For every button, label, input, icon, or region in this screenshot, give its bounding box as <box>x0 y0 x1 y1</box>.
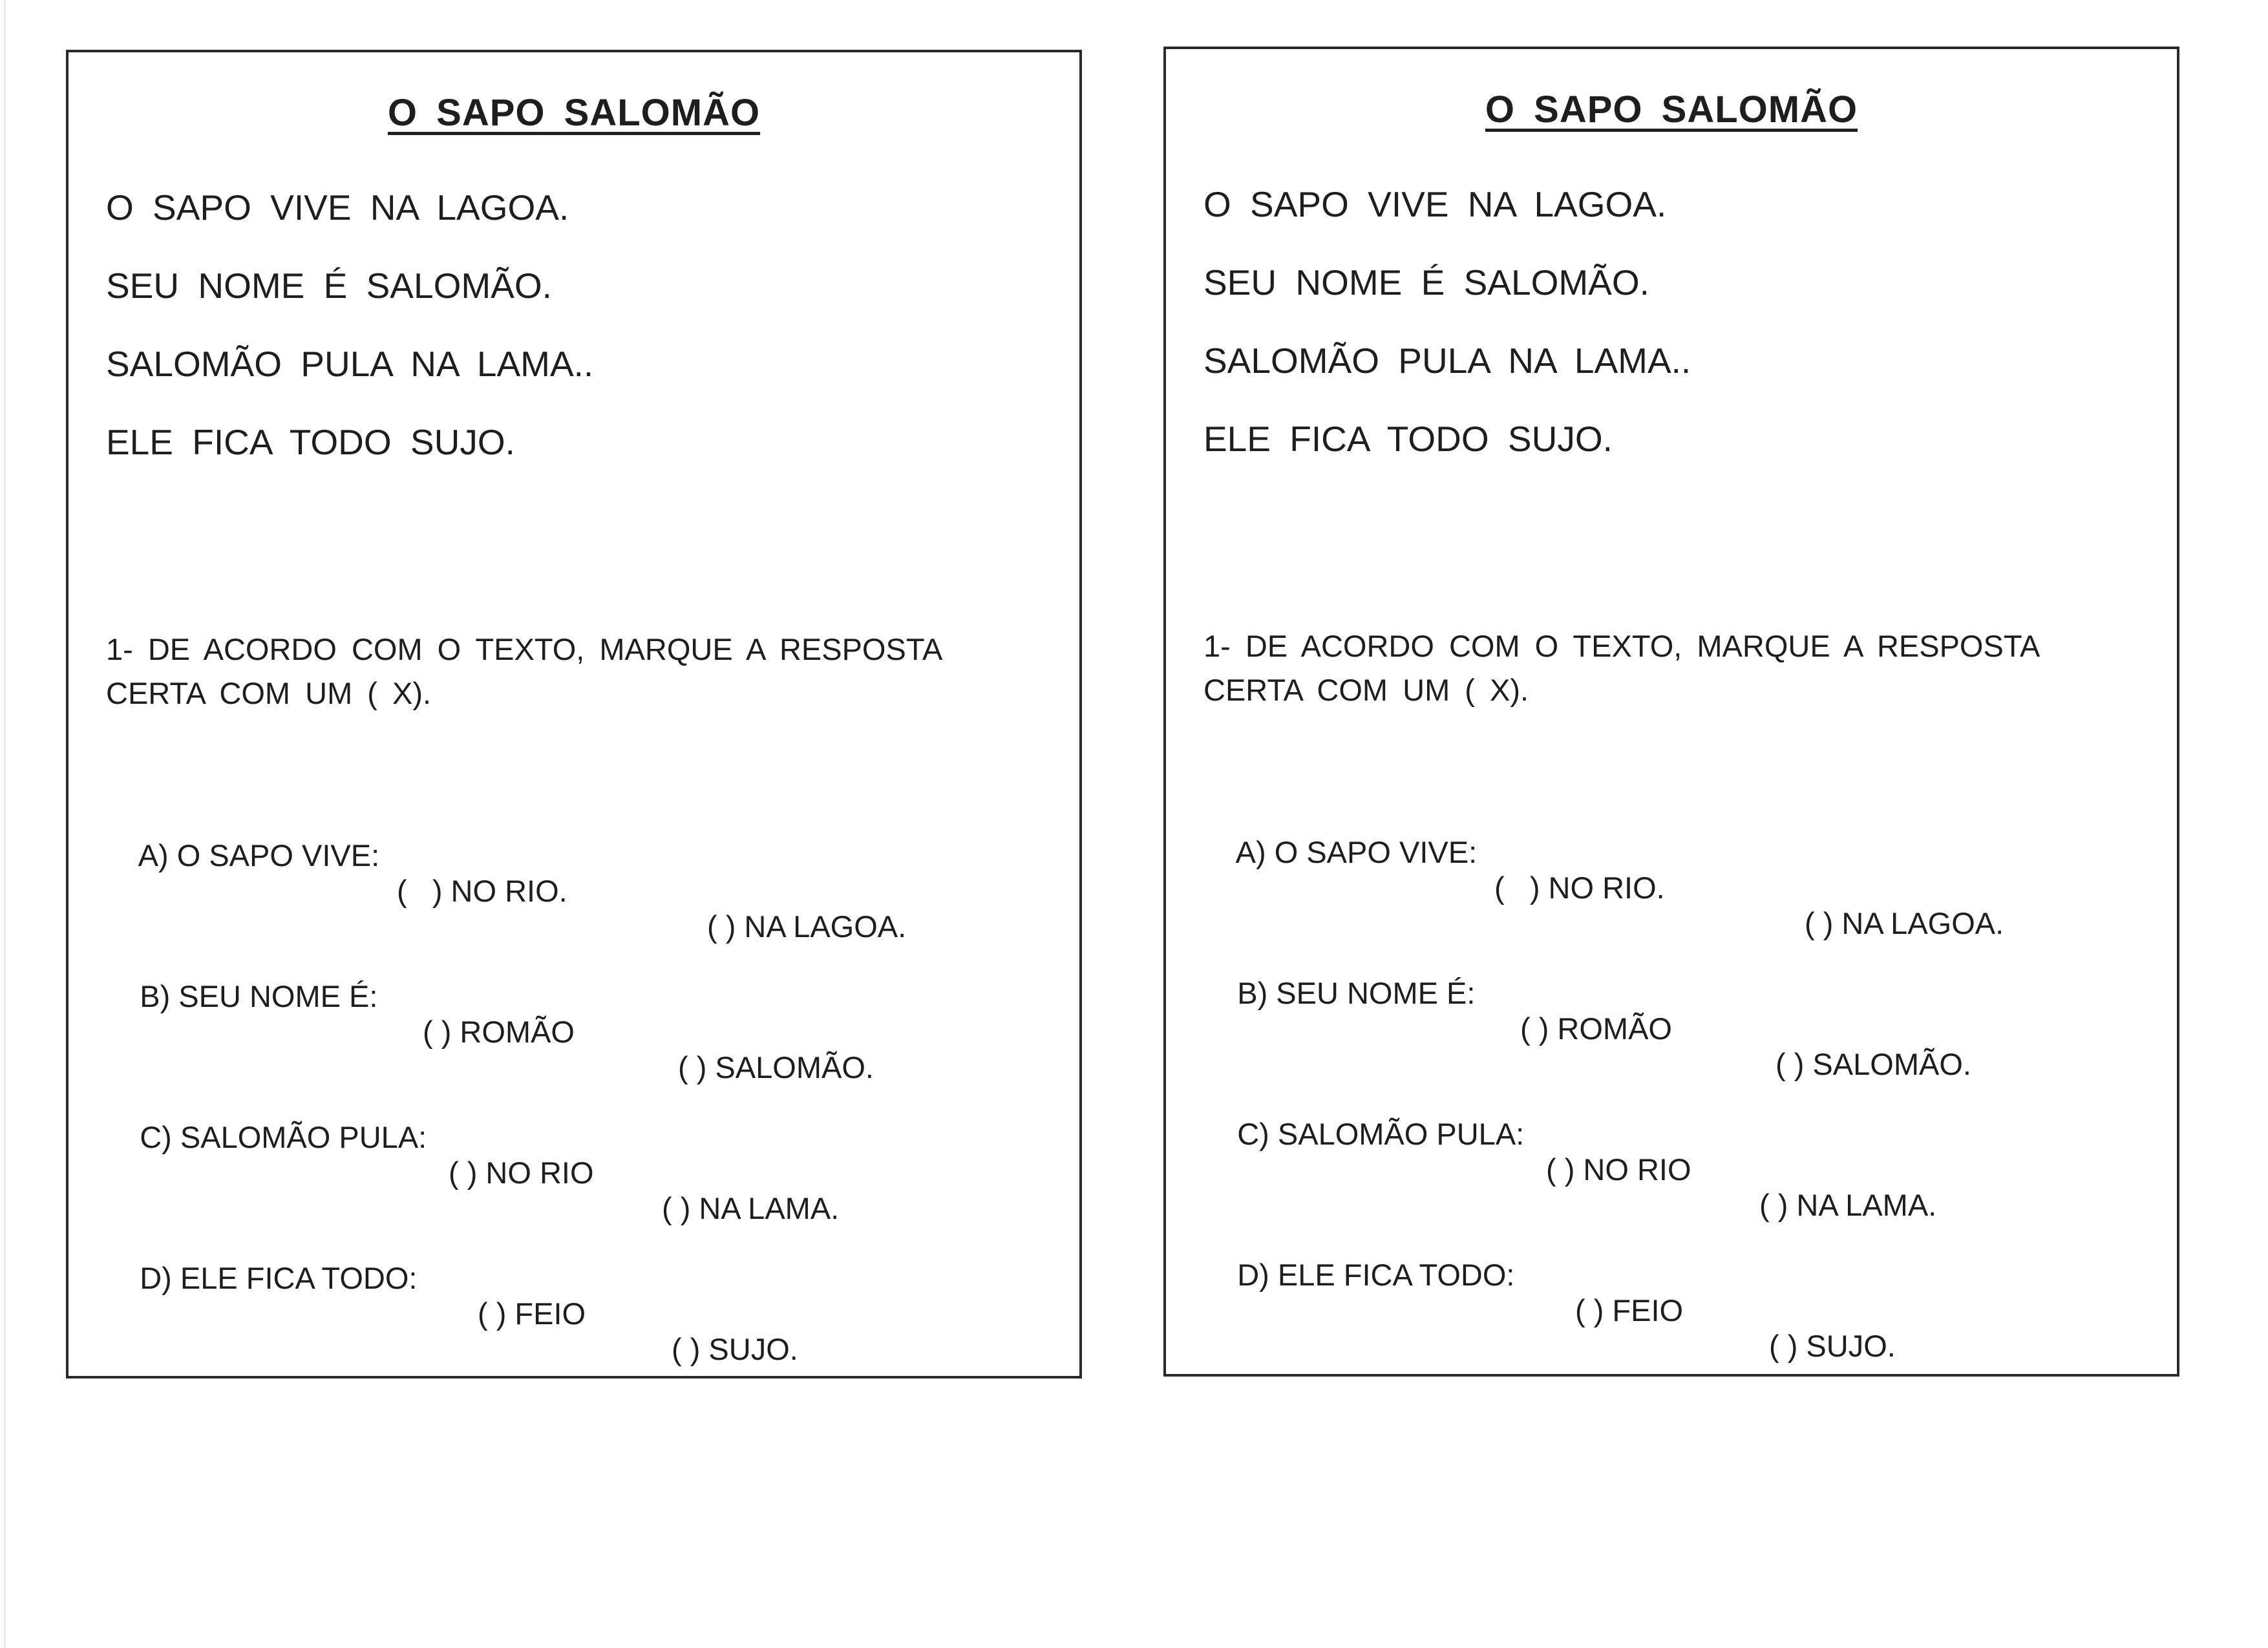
answer-option[interactable]: ( ) ROMÃO <box>1520 1011 1672 1046</box>
answer-option[interactable]: ( ) NA LAGOA. <box>707 909 907 944</box>
answer-option[interactable]: ( ) NO RIO <box>1546 1152 1691 1187</box>
story-line: SALOMÃO PULA NA LAMA.. <box>1203 341 1691 381</box>
story-text <box>1203 165 1691 478</box>
story-text <box>106 169 593 481</box>
question-prompt: B) SEU NOME É: <box>1237 976 1476 1010</box>
worksheet-title <box>1166 88 2177 131</box>
question-prompt: C) SALOMÃO PULA: <box>1237 1117 1525 1151</box>
instruction: 1- DE ACORDO COM O TEXTO, MARQUE A RESPOSTA CERTA COM UM ( X). <box>106 632 941 710</box>
story-line: ELE FICA TODO SUJO. <box>1203 419 1613 459</box>
answer-option[interactable]: ( ) NO RIO. <box>397 874 567 908</box>
title-text: O SAPO SALOMÃO <box>1485 89 1858 131</box>
question-prompt: A) O SAPO VIVE: <box>1235 835 1478 869</box>
answer-option[interactable]: ( ) SUJO. <box>1769 1329 1896 1363</box>
story-line: SEU NOME É SALOMÃO. <box>106 266 552 306</box>
worksheet-card-right <box>1163 47 2179 1377</box>
scan-edge <box>4 0 6 1648</box>
worksheet-card-left <box>66 50 1082 1379</box>
question-d <box>1203 1221 1896 1399</box>
question-d <box>106 1225 798 1402</box>
answer-option[interactable]: ( ) SALOMÃO. <box>678 1050 874 1084</box>
question-prompt: D) ELE FICA TODO: <box>1237 1258 1515 1292</box>
answer-option[interactable]: ( ) FEIO <box>478 1296 586 1331</box>
answer-option[interactable]: ( ) FEIO <box>1575 1293 1684 1327</box>
question-prompt: A) O SAPO VIVE: <box>138 838 380 872</box>
story-line: O SAPO VIVE NA LAGOA. <box>106 187 569 227</box>
question-prompt: B) SEU NOME É: <box>140 979 378 1013</box>
story-line: SEU NOME É SALOMÃO. <box>1203 262 1649 302</box>
story-line: SALOMÃO PULA NA LAMA.. <box>106 344 594 384</box>
answer-option[interactable]: ( ) NA LAMA. <box>1759 1188 1937 1222</box>
story-line: ELE FICA TODO SUJO. <box>106 422 515 462</box>
worksheet-title <box>69 91 1079 134</box>
instruction: 1- DE ACORDO COM O TEXTO, MARQUE A RESPOSTA CERTA COM UM ( X). <box>1203 629 2039 707</box>
answer-option[interactable]: ( ) SALOMÃO. <box>1775 1047 1971 1081</box>
answer-option[interactable]: ( ) NO RIO. <box>1494 871 1665 905</box>
answer-option[interactable]: ( ) NA LAGOA. <box>1805 906 2004 940</box>
answer-option[interactable]: ( ) SUJO. <box>672 1332 798 1366</box>
answer-option[interactable]: ( ) NO RIO <box>449 1156 594 1190</box>
story-line: O SAPO VIVE NA LAGOA. <box>1203 184 1667 224</box>
question-prompt: D) ELE FICA TODO: <box>140 1261 418 1295</box>
answer-option[interactable]: ( ) NA LAMA. <box>662 1191 840 1225</box>
answer-option[interactable]: ( ) ROMÃO <box>423 1015 575 1049</box>
question-prompt: C) SALOMÃO PULA: <box>140 1120 427 1154</box>
title-text: O SAPO SALOMÃO <box>387 92 761 134</box>
